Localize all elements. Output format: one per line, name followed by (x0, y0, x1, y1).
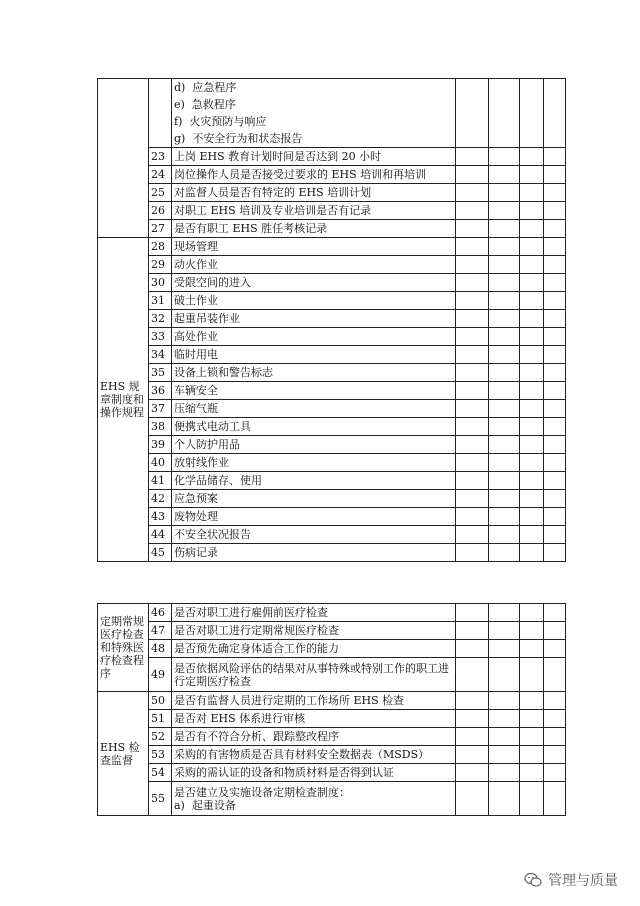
sub-item: f) 火灾预防与响应 (174, 115, 267, 128)
check-cell (520, 640, 544, 658)
check-cell (456, 418, 489, 436)
check-cell (544, 256, 566, 274)
check-cell (520, 728, 544, 746)
check-cell (489, 310, 520, 328)
row-text: 采购的需认证的设备和物质材料是否得到认证 (172, 764, 456, 782)
check-cell (456, 490, 489, 508)
check-cell (489, 220, 520, 238)
check-cell (544, 526, 566, 544)
row-number: 48 (149, 640, 172, 658)
check-cell (520, 274, 544, 292)
row-number: 50 (149, 692, 172, 710)
check-cell (520, 490, 544, 508)
row-text: 动火作业 (172, 256, 456, 274)
check-cell (456, 728, 489, 746)
check-cell (456, 622, 489, 640)
check-cell (456, 764, 489, 782)
check-cell (489, 658, 520, 692)
row-text: 是否对职工进行雇佣前医疗检查 (172, 604, 456, 622)
row-number: 26 (149, 202, 172, 220)
check-cell (520, 692, 544, 710)
check-cell (456, 79, 489, 148)
check-cell (544, 746, 566, 764)
row-number: 37 (149, 400, 172, 418)
check-cell (489, 640, 520, 658)
check-cell (520, 400, 544, 418)
table-row (98, 418, 566, 436)
table-row (98, 79, 566, 148)
check-cell (520, 220, 544, 238)
row-text: 破土作业 (172, 292, 456, 310)
check-cell (544, 238, 566, 256)
table-row (98, 238, 566, 256)
check-cell (544, 418, 566, 436)
check-cell (520, 184, 544, 202)
table-row (98, 256, 566, 274)
row-text: 对职工 EHS 培训及专业培训是否有记录 (172, 202, 456, 220)
row-number: 33 (149, 328, 172, 346)
check-cell (489, 346, 520, 364)
row-text: 是否有不符合分析、跟踪整改程序 (172, 728, 456, 746)
sub-item-list (172, 79, 456, 148)
check-cell (520, 256, 544, 274)
check-cell (544, 220, 566, 238)
check-cell (456, 604, 489, 622)
check-cell (544, 544, 566, 562)
row-number: 31 (149, 292, 172, 310)
row-text: 受限空间的进入 (172, 274, 456, 292)
check-cell (456, 658, 489, 692)
check-cell (489, 604, 520, 622)
row-number: 34 (149, 346, 172, 364)
check-cell (456, 508, 489, 526)
check-cell (489, 622, 520, 640)
table-row (98, 508, 566, 526)
check-cell (456, 166, 489, 184)
table-row (98, 472, 566, 490)
row-text: 临时用电 (172, 346, 456, 364)
check-cell (489, 746, 520, 764)
check-cell (520, 746, 544, 764)
check-cell (489, 526, 520, 544)
row-number: 35 (149, 364, 172, 382)
table-row (98, 728, 566, 746)
check-cell (489, 256, 520, 274)
row-number: 38 (149, 418, 172, 436)
check-cell (456, 544, 489, 562)
checklist-table-1 (97, 78, 566, 562)
check-cell (456, 256, 489, 274)
row-text: 设备上锁和警告标志 (172, 364, 456, 382)
row-text: 是否依据风险评估的结果对从事特殊或特别工作的职工进行定期医疗检查 (172, 658, 456, 692)
check-cell (544, 310, 566, 328)
check-cell (489, 274, 520, 292)
check-cell (456, 292, 489, 310)
check-cell (456, 436, 489, 454)
table-row (98, 710, 566, 728)
check-cell (544, 472, 566, 490)
check-cell (456, 640, 489, 658)
row-text: 放射线作业 (172, 454, 456, 472)
check-cell (520, 508, 544, 526)
row-number: 44 (149, 526, 172, 544)
check-cell (544, 328, 566, 346)
check-cell (456, 202, 489, 220)
check-cell (544, 640, 566, 658)
check-cell (489, 490, 520, 508)
check-cell (489, 728, 520, 746)
table-row (98, 692, 566, 710)
row-text-line: 是否建立及实施设备定期检查制度： (174, 785, 350, 799)
row-number: 51 (149, 710, 172, 728)
check-cell (489, 710, 520, 728)
check-cell (520, 418, 544, 436)
check-cell (544, 436, 566, 454)
check-cell (489, 764, 520, 782)
check-cell (489, 328, 520, 346)
row-text: 压缩气瓶 (172, 400, 456, 418)
check-cell (489, 364, 520, 382)
row-text: 便携式电动工具 (172, 418, 456, 436)
category-label: EHS 检查监督 (98, 692, 149, 816)
row-number: 36 (149, 382, 172, 400)
row-text: 是否预先确定身体适合工作的能力 (172, 640, 456, 658)
check-cell (489, 202, 520, 220)
table-row (98, 782, 566, 816)
row-number: 27 (149, 220, 172, 238)
row-text: 是否有监督人员进行定期的工作场所 EHS 检查 (172, 692, 456, 710)
sub-item: d) 应急程序 (174, 81, 237, 94)
check-cell (520, 310, 544, 328)
check-cell (520, 782, 544, 816)
check-cell (520, 710, 544, 728)
table-row (98, 292, 566, 310)
check-cell (489, 454, 520, 472)
check-cell (520, 454, 544, 472)
table-row (98, 604, 566, 622)
check-cell (489, 148, 520, 166)
check-cell (544, 782, 566, 816)
table-row (98, 746, 566, 764)
check-cell (520, 658, 544, 692)
row-number: 52 (149, 728, 172, 746)
sub-item: a) 起重设备 (174, 798, 236, 812)
wechat-icon (524, 872, 542, 888)
check-cell (520, 79, 544, 148)
check-cell (544, 658, 566, 692)
check-cell (544, 202, 566, 220)
table-row (98, 436, 566, 454)
check-cell (520, 382, 544, 400)
row-number: 43 (149, 508, 172, 526)
table-row (98, 148, 566, 166)
row-text: 起重吊装作业 (172, 310, 456, 328)
check-cell (544, 622, 566, 640)
row-text: 车辆安全 (172, 382, 456, 400)
check-cell (544, 79, 566, 148)
row-number: 42 (149, 490, 172, 508)
check-cell (456, 220, 489, 238)
check-cell (520, 436, 544, 454)
check-cell (456, 184, 489, 202)
check-cell (544, 728, 566, 746)
row-number: 46 (149, 604, 172, 622)
check-cell (544, 604, 566, 622)
check-cell (544, 274, 566, 292)
check-cell (489, 544, 520, 562)
table-row (98, 202, 566, 220)
row-text: 废物处理 (172, 508, 456, 526)
check-cell (456, 310, 489, 328)
row-number: 49 (149, 658, 172, 692)
table-row (98, 640, 566, 658)
check-cell (489, 166, 520, 184)
check-cell (489, 382, 520, 400)
check-cell (489, 238, 520, 256)
table-row (98, 622, 566, 640)
check-cell (456, 148, 489, 166)
row-text: 高处作业 (172, 328, 456, 346)
check-cell (544, 166, 566, 184)
check-cell (456, 328, 489, 346)
row-text: 采购的有害物质是否具有材料安全数据表（MSDS） (172, 746, 456, 764)
table-row (98, 658, 566, 692)
check-cell (456, 274, 489, 292)
watermark-text: 管理与质量 (548, 873, 618, 889)
check-cell (456, 782, 489, 816)
check-cell (544, 764, 566, 782)
check-cell (520, 764, 544, 782)
check-cell (520, 346, 544, 364)
row-number: 39 (149, 436, 172, 454)
row-number: 53 (149, 746, 172, 764)
row-number: 54 (149, 764, 172, 782)
check-cell (489, 400, 520, 418)
check-cell (520, 166, 544, 184)
table-row (98, 764, 566, 782)
row-text: 是否对职工进行定期常规医疗检查 (172, 622, 456, 640)
table-row (98, 454, 566, 472)
check-cell (544, 382, 566, 400)
table-row (98, 400, 566, 418)
table-row (98, 526, 566, 544)
row-number: 25 (149, 184, 172, 202)
check-cell (456, 692, 489, 710)
row-number: 32 (149, 310, 172, 328)
check-cell (544, 490, 566, 508)
row-number: 41 (149, 472, 172, 490)
check-cell (520, 238, 544, 256)
row-text (172, 782, 456, 816)
row-text: 上岗 EHS 教育计划时间是否达到 20 小时 (172, 148, 456, 166)
check-cell (544, 292, 566, 310)
row-number: 24 (149, 166, 172, 184)
check-cell (456, 238, 489, 256)
check-cell (456, 746, 489, 764)
row-number: 47 (149, 622, 172, 640)
check-cell (544, 364, 566, 382)
check-cell (520, 202, 544, 220)
category-label: 定期常规医疗检查和特殊医疗检查程序 (98, 604, 149, 692)
check-cell (456, 526, 489, 544)
check-cell (456, 400, 489, 418)
check-cell (520, 526, 544, 544)
check-cell (489, 782, 520, 816)
check-cell (489, 472, 520, 490)
row-number: 28 (149, 238, 172, 256)
table-row (98, 382, 566, 400)
checklist-table-2 (97, 603, 566, 816)
sub-item: g) 不安全行为和状态报告 (174, 132, 303, 145)
check-cell (456, 710, 489, 728)
row-text: 是否对 EHS 体系进行审核 (172, 710, 456, 728)
row-number: 30 (149, 274, 172, 292)
table-row (98, 346, 566, 364)
table-row (98, 166, 566, 184)
watermark (524, 870, 618, 890)
check-cell (544, 508, 566, 526)
check-cell (489, 508, 520, 526)
row-text: 个人防护用品 (172, 436, 456, 454)
check-cell (489, 292, 520, 310)
row-number: 45 (149, 544, 172, 562)
check-cell (544, 400, 566, 418)
check-cell (456, 472, 489, 490)
check-cell (544, 184, 566, 202)
row-text: 化学品储存、使用 (172, 472, 456, 490)
check-cell (520, 292, 544, 310)
check-cell (489, 79, 520, 148)
row-number: 40 (149, 454, 172, 472)
check-cell (520, 604, 544, 622)
check-cell (489, 184, 520, 202)
row-number: 55 (149, 782, 172, 816)
row-number (149, 79, 172, 148)
table-row (98, 310, 566, 328)
table-row (98, 490, 566, 508)
table-row (98, 184, 566, 202)
table-row (98, 364, 566, 382)
check-cell (456, 454, 489, 472)
check-cell (520, 622, 544, 640)
check-cell (544, 710, 566, 728)
check-cell (489, 418, 520, 436)
check-cell (456, 382, 489, 400)
check-cell (544, 454, 566, 472)
category-cell-empty (98, 79, 149, 238)
row-text: 是否有职工 EHS 胜任考核记录 (172, 220, 456, 238)
check-cell (456, 346, 489, 364)
check-cell (544, 692, 566, 710)
category-label: EHS 规章制度和操作规程 (98, 238, 149, 562)
row-text: 不安全状况报告 (172, 526, 456, 544)
check-cell (456, 364, 489, 382)
table-row (98, 544, 566, 562)
check-cell (520, 472, 544, 490)
check-cell (489, 436, 520, 454)
sub-item: e) 急救程序 (174, 98, 236, 111)
row-number: 29 (149, 256, 172, 274)
table-row (98, 328, 566, 346)
check-cell (544, 346, 566, 364)
check-cell (520, 328, 544, 346)
check-cell (520, 364, 544, 382)
row-text: 对监督人员是否有特定的 EHS 培训计划 (172, 184, 456, 202)
row-text: 伤病记录 (172, 544, 456, 562)
check-cell (489, 692, 520, 710)
check-cell (544, 148, 566, 166)
check-cell (520, 148, 544, 166)
row-text: 应急预案 (172, 490, 456, 508)
table-row (98, 274, 566, 292)
row-text: 岗位操作人员是否接受过要求的 EHS 培训和再培训 (172, 166, 456, 184)
row-text: 现场管理 (172, 238, 456, 256)
row-number: 23 (149, 148, 172, 166)
check-cell (520, 544, 544, 562)
table-row (98, 220, 566, 238)
